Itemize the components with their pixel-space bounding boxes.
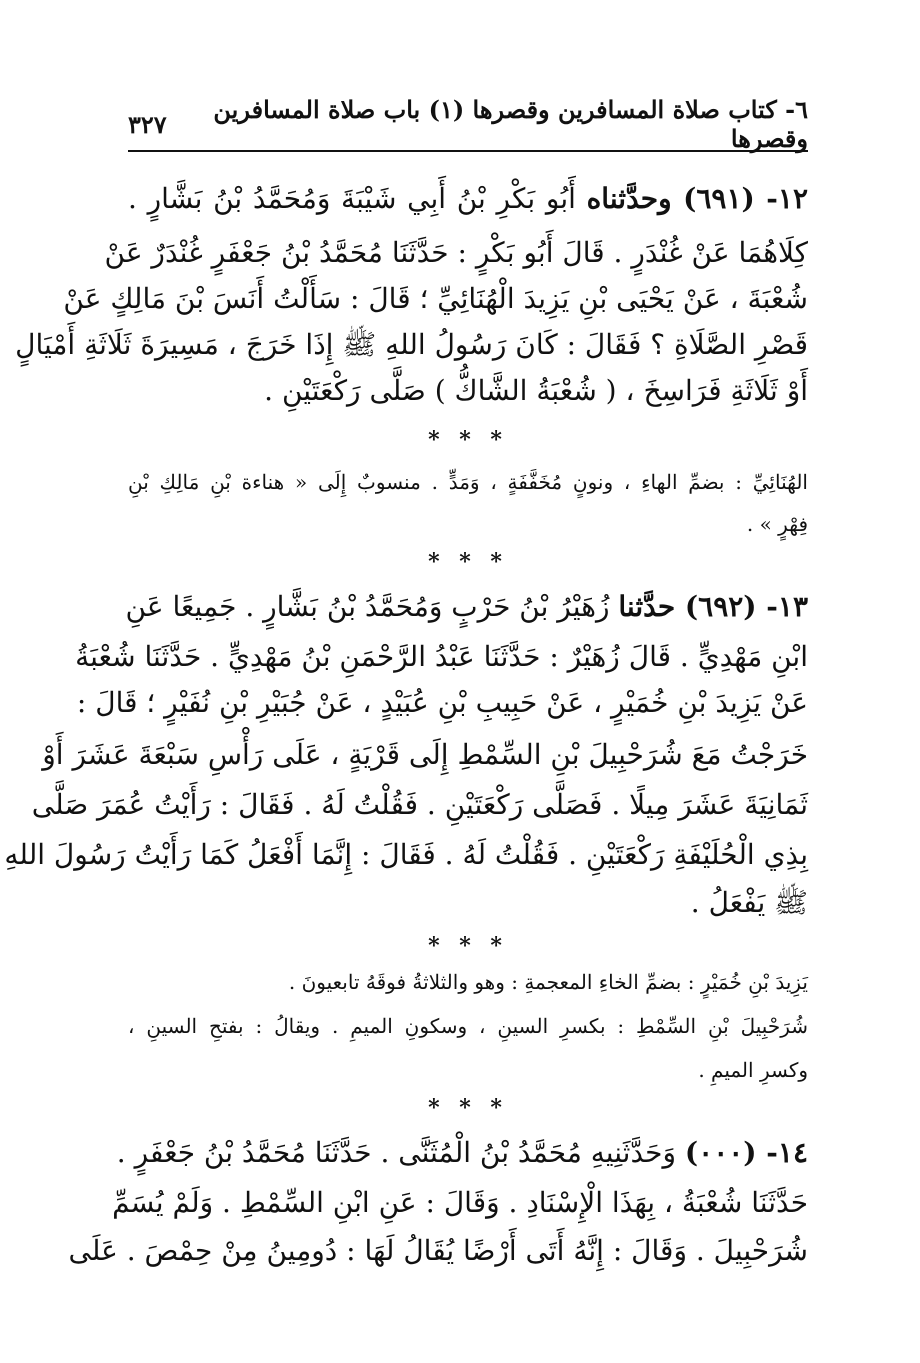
chapter-title: ٦- كتاب صلاة المسافرين وقصرها (١) باب صلاة المسافرين وقصرها <box>213 95 808 153</box>
hadith-line: شُعْبَةَ ، عَنْ يَحْيَى بْنِ يَزِيدَ الْهُنَائِيِّ ؛ قَالَ : سَأَلْتُ أَنَسَ بْنَ مَالِكٍ عَنْ <box>63 282 808 315</box>
hadith-line: بِذِي الْحُلَيْفَةِ رَكْعَتَيْنِ . فَقُلْتُ لَهُ . فَقَالَ : إِنَّمَا أَفْعَلُ كَمَا رَأَيْتُ رَسُولَ اللهِ <box>4 838 808 871</box>
page-number: ٣٢٧ <box>128 109 167 139</box>
hadith-line: ابْنِ مَهْدِيٍّ . قَالَ زُهَيْرٌ : حَدَّثَنَا عَبْدُ الرَّحْمَنِ بْنُ مَهْدِيٍّ . حَدَّثَنَا شُعْبَةُ <box>75 640 808 673</box>
hadith-line: أَوْ ثَلَاثَةِ فَرَاسِخَ ، ( شُعْبَةُ الشَّاكُّ ) صَلَّى رَكْعَتَيْنِ . <box>264 374 808 407</box>
hadith-line: ﷺ يَفْعَلُ . <box>690 886 808 919</box>
section-separator: * * * <box>428 1095 508 1121</box>
section-separator: * * * <box>428 933 508 959</box>
hadith-line: كِلَاهُمَا عَنْ غُنْدَرٍ . قَالَ أَبُو بَكْرٍ : حَدَّثَنَا مُحَمَّدُ بْنُ جَعْفَرٍ غُنْدَرٌ عَنْ <box>104 236 808 269</box>
section-separator: * * * <box>428 549 508 575</box>
hadith-line: ثَمَانِيَةَ عَشَرَ مِيلًا . فَصَلَّى رَكْعَتَيْنِ . فَقُلْتُ لَهُ . فَقَالَ : رَأَيْتُ عُمَرَ صَلَّى <box>31 788 808 821</box>
hadith-line: ١٢- (٦٩١) وحدَّثناه أَبُو بَكْرِ بْنُ أَبِي شَيْبَةَ وَمُحَمَّدُ بْنُ بَشَّارٍ . <box>128 182 808 215</box>
hadith-line: قَصْرِ الصَّلَاةِ ؟ فَقَالَ : كَانَ رَسُولُ اللهِ ﷺ إِذَا خَرَجَ ، مَسِيرَةَ ثَلَاثَةِ أَمْيَالٍ <box>15 328 808 361</box>
hadith-line: عَنْ يَزِيدَ بْنِ خُمَيْرٍ ، عَنْ حَبِيبِ بْنِ عُبَيْدٍ ، عَنْ جُبَيْرِ بْنِ نُفَيْرٍ ؛ قَالَ : <box>76 686 808 719</box>
hadith-line: شُرَحْبِيلَ . وَقَالَ : إِنَّهُ أَتَى أَرْضًا يُقَالُ لَهَا : دُومِينُ مِنْ حِمْصَ . عَلَى <box>68 1234 808 1267</box>
running-header <box>128 95 808 153</box>
note-line: يَزِيدَ بْنِ خُمَيْرٍ : بضمِّ الخاءِ المعجمةِ : وهو والثلاثةُ فوقَهُ تابعيونَ . <box>288 970 808 994</box>
note-line: فِهْرٍ » . <box>746 512 808 536</box>
note-line: شُرَحْبِيلَ بْنِ السِّمْطِ : بكسرِ السينِ ، وسكونِ الميمِ . ويقالُ : بفتحِ السينِ ، <box>128 1014 808 1038</box>
hadith-line: خَرَجْتُ مَعَ شُرَحْبِيلَ بْنِ السِّمْطِ إِلَى قَرْيَةٍ ، عَلَى رَأْسِ سَبْعَةَ عَشَرَ أَوْ <box>42 738 808 771</box>
hadith-number: ١٣- (٦٩٢) حدَّثنا <box>618 590 808 623</box>
hadith-number: ١٤- (٠٠٠) <box>684 1136 808 1169</box>
note-line: وكسرِ الميمِ . <box>698 1058 808 1082</box>
hadith-number: ١٢- (٦٩١) وحدَّثناه <box>586 182 808 215</box>
hadith-line: ١٤- (٠٠٠) وَحَدَّثَنِيهِ مُحَمَّدُ بْنُ الْمُثَنَّى . حَدَّثَنَا مُحَمَّدُ بْنُ جَعْفَرٍ . <box>116 1136 808 1169</box>
header-divider <box>128 150 808 152</box>
hadith-line: ١٣- (٦٩٢) حدَّثنا زُهَيْرُ بْنُ حَرْبٍ وَمُحَمَّدُ بْنُ بَشَّارٍ . جَمِيعًا عَنِ <box>125 590 808 623</box>
hadith-line: حَدَّثَنَا شُعْبَةُ ، بِهَذَا الْإِسْنَادِ . وَقَالَ : عَنِ ابْنِ السِّمْطِ . وَلَمْ يُسَمِّ <box>112 1186 808 1219</box>
note-line: الهُنَائِيِّ : بضمِّ الهاءِ ، ونونٍ مُخَفَّفَةٍ ، وَمَدٍّ . منسوبٌ إِلَى « هناءة بْنِ مَالِكِ بْنِ <box>128 470 808 494</box>
section-separator: * * * <box>428 427 508 453</box>
